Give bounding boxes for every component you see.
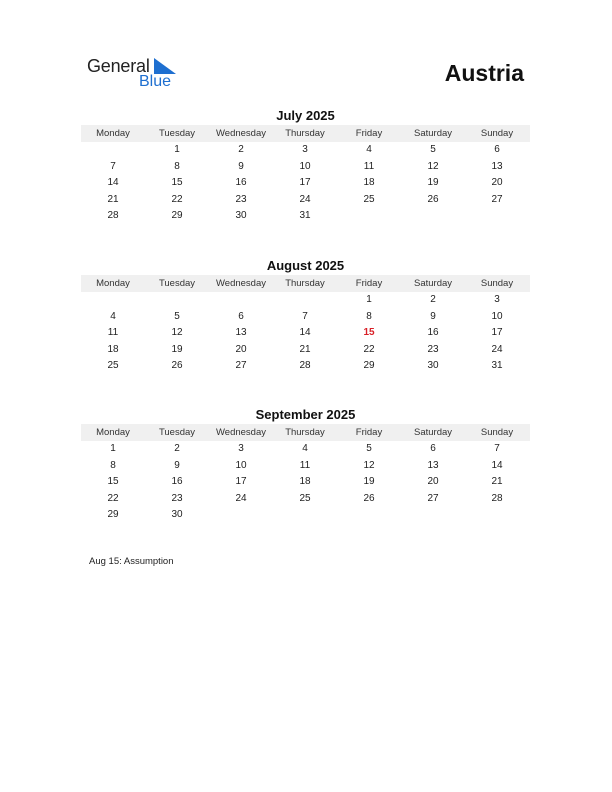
holiday-notes — [89, 556, 174, 567]
day-cell: 11 — [107, 327, 119, 338]
day-cell: 19 — [363, 476, 375, 487]
day-cell: 8 — [174, 160, 180, 172]
empty-day-cell — [337, 208, 401, 225]
weekday-label: Tuesday — [158, 278, 196, 289]
day-cell: 12 — [427, 160, 439, 172]
week-row — [81, 208, 530, 225]
month-calendar — [81, 406, 530, 524]
day-cell: 18 — [299, 476, 311, 487]
week-row — [81, 175, 530, 192]
day-cell: 21 — [491, 476, 503, 487]
day-cell: 20 — [491, 177, 503, 188]
day-cell: 9 — [174, 459, 180, 471]
weekday-label: Thursday — [285, 427, 325, 438]
day-cell: 27 — [491, 193, 503, 205]
day-cell: 21 — [299, 343, 311, 355]
day-cell: 13 — [427, 459, 439, 471]
month-title: August 2025 — [266, 258, 345, 273]
day-cell: 19 — [427, 177, 439, 188]
day-cell: 2 — [238, 144, 244, 155]
day-cell: 11 — [363, 160, 375, 172]
day-cell: 23 — [427, 343, 439, 355]
day-cell: 22 — [107, 492, 119, 504]
weekday-label: Sunday — [480, 128, 514, 139]
logo-text-blue: Blue — [139, 73, 172, 90]
weekday-label: Monday — [96, 278, 130, 289]
day-cell: 29 — [107, 509, 119, 520]
day-cell: 19 — [171, 343, 183, 355]
month-calendar — [81, 107, 530, 225]
weekday-label: Sunday — [480, 278, 514, 289]
week-row — [81, 142, 530, 159]
day-cell: 10 — [299, 160, 311, 172]
day-cell: 14 — [491, 459, 503, 471]
day-cell: 8 — [110, 459, 116, 471]
day-cell: 5 — [430, 144, 436, 155]
week-row — [81, 507, 530, 524]
day-cell: 3 — [494, 294, 500, 305]
day-cell: 3 — [238, 443, 244, 454]
empty-day-cell — [209, 507, 273, 524]
empty-day-cell — [81, 292, 145, 309]
day-cell: 11 — [299, 459, 311, 471]
week-row — [81, 309, 530, 326]
day-cell: 15 — [171, 177, 183, 188]
day-cell: 6 — [494, 144, 500, 155]
day-cell: 3 — [302, 144, 308, 155]
day-cell: 27 — [235, 360, 247, 371]
day-cell: 23 — [171, 492, 183, 504]
country-title: Austria — [444, 60, 524, 86]
weekday-header-row — [81, 125, 530, 142]
empty-day-cell — [401, 208, 465, 225]
weekday-label: Monday — [96, 128, 130, 139]
weekday-label: Wednesday — [216, 278, 266, 289]
day-cell: 29 — [363, 360, 375, 371]
day-cell: 16 — [427, 327, 439, 338]
day-cell: 15 — [107, 476, 119, 487]
empty-day-cell — [465, 507, 529, 524]
weekday-label: Sunday — [480, 427, 514, 438]
day-cell: 17 — [235, 476, 247, 487]
day-cell: 20 — [427, 476, 439, 487]
holiday-note: Aug 15: Assumption — [89, 556, 174, 567]
day-cell: 6 — [430, 443, 436, 454]
empty-day-cell — [465, 208, 529, 225]
day-cell: 28 — [107, 210, 119, 221]
month-title: July 2025 — [276, 108, 335, 123]
day-cell: 2 — [174, 443, 180, 454]
week-row — [81, 292, 530, 309]
weekday-label: Wednesday — [216, 128, 266, 139]
brand-logo — [87, 56, 187, 92]
logo-text-general: General — [87, 56, 150, 76]
day-cell: 13 — [235, 327, 247, 338]
empty-day-cell — [401, 507, 465, 524]
day-cell: 1 — [366, 294, 372, 305]
weekday-label: Monday — [96, 427, 130, 438]
weekday-label: Saturday — [413, 128, 453, 139]
day-cell: 8 — [366, 310, 372, 322]
weekday-label: Friday — [355, 427, 383, 438]
weekday-label: Thursday — [285, 278, 325, 289]
day-cell: 1 — [110, 443, 116, 454]
day-cell: 25 — [107, 360, 119, 371]
day-cell: 17 — [491, 327, 503, 338]
week-row — [81, 159, 530, 176]
week-row — [81, 192, 530, 209]
day-cell: 26 — [427, 193, 439, 205]
empty-day-cell — [81, 142, 145, 159]
day-cell: 24 — [299, 193, 311, 205]
day-cell: 14 — [107, 177, 119, 188]
week-row — [81, 325, 530, 342]
day-cell: 7 — [302, 310, 308, 322]
day-cell: 29 — [171, 210, 183, 221]
weekday-label: Tuesday — [158, 427, 196, 438]
day-cell: 16 — [235, 177, 247, 188]
day-cell: 5 — [366, 443, 372, 454]
weekday-header-row — [81, 275, 530, 292]
day-cell: 25 — [363, 193, 375, 205]
day-cell: 6 — [238, 310, 244, 322]
day-cell: 4 — [302, 443, 308, 454]
day-cell: 12 — [363, 459, 375, 471]
day-cell: 18 — [363, 177, 375, 188]
weekday-label: Saturday — [413, 427, 453, 438]
day-cell: 14 — [299, 327, 311, 338]
day-cell: 27 — [427, 492, 439, 504]
day-cell: 30 — [171, 509, 183, 520]
weekday-label: Friday — [355, 278, 383, 289]
day-cell: 22 — [171, 193, 183, 205]
day-cell: 5 — [174, 310, 180, 322]
day-cell: 9 — [430, 310, 436, 322]
day-cell: 13 — [491, 160, 503, 172]
weekday-header-row — [81, 424, 530, 441]
day-cell: 26 — [171, 360, 183, 371]
day-cell: 31 — [491, 360, 503, 371]
week-row — [81, 491, 530, 508]
day-cell: 18 — [107, 343, 119, 355]
day-cell: 22 — [363, 343, 375, 355]
day-cell: 2 — [430, 294, 436, 305]
empty-day-cell — [273, 292, 337, 309]
day-cell: 24 — [235, 492, 247, 504]
day-cell: 4 — [110, 310, 116, 322]
day-cell: 30 — [235, 210, 247, 221]
empty-day-cell — [273, 507, 337, 524]
day-cell: 28 — [299, 360, 311, 371]
empty-day-cell — [209, 292, 273, 309]
day-cell: 23 — [235, 193, 247, 205]
empty-day-cell — [145, 292, 209, 309]
day-cell: 31 — [299, 210, 311, 221]
day-cell: 24 — [491, 343, 503, 355]
day-cell: 1 — [174, 144, 180, 155]
week-row — [81, 474, 530, 491]
week-row — [81, 358, 530, 375]
day-cell: 26 — [363, 492, 375, 504]
week-row — [81, 342, 530, 359]
day-cell: 12 — [171, 327, 183, 338]
month-title: September 2025 — [255, 407, 356, 422]
weekday-label: Wednesday — [216, 427, 266, 438]
day-cell: 28 — [491, 492, 503, 504]
weekday-label: Tuesday — [158, 128, 196, 139]
day-cell: 7 — [494, 443, 500, 454]
day-cell: 25 — [299, 492, 311, 504]
holiday-day-cell: 15 — [363, 327, 375, 338]
weekday-label: Saturday — [413, 278, 453, 289]
day-cell: 4 — [366, 144, 372, 155]
month-calendar — [81, 257, 530, 375]
logo-triangle-icon — [154, 58, 176, 74]
weekday-label: Thursday — [285, 128, 325, 139]
day-cell: 7 — [110, 160, 116, 172]
week-row — [81, 441, 530, 458]
day-cell: 17 — [299, 177, 311, 188]
day-cell: 10 — [491, 310, 503, 322]
week-row — [81, 458, 530, 475]
day-cell: 30 — [427, 360, 439, 371]
day-cell: 16 — [171, 476, 183, 487]
day-cell: 20 — [235, 343, 247, 355]
weekday-label: Friday — [355, 128, 383, 139]
day-cell: 9 — [238, 160, 244, 172]
empty-day-cell — [337, 507, 401, 524]
day-cell: 10 — [235, 459, 247, 471]
day-cell: 21 — [107, 193, 119, 205]
